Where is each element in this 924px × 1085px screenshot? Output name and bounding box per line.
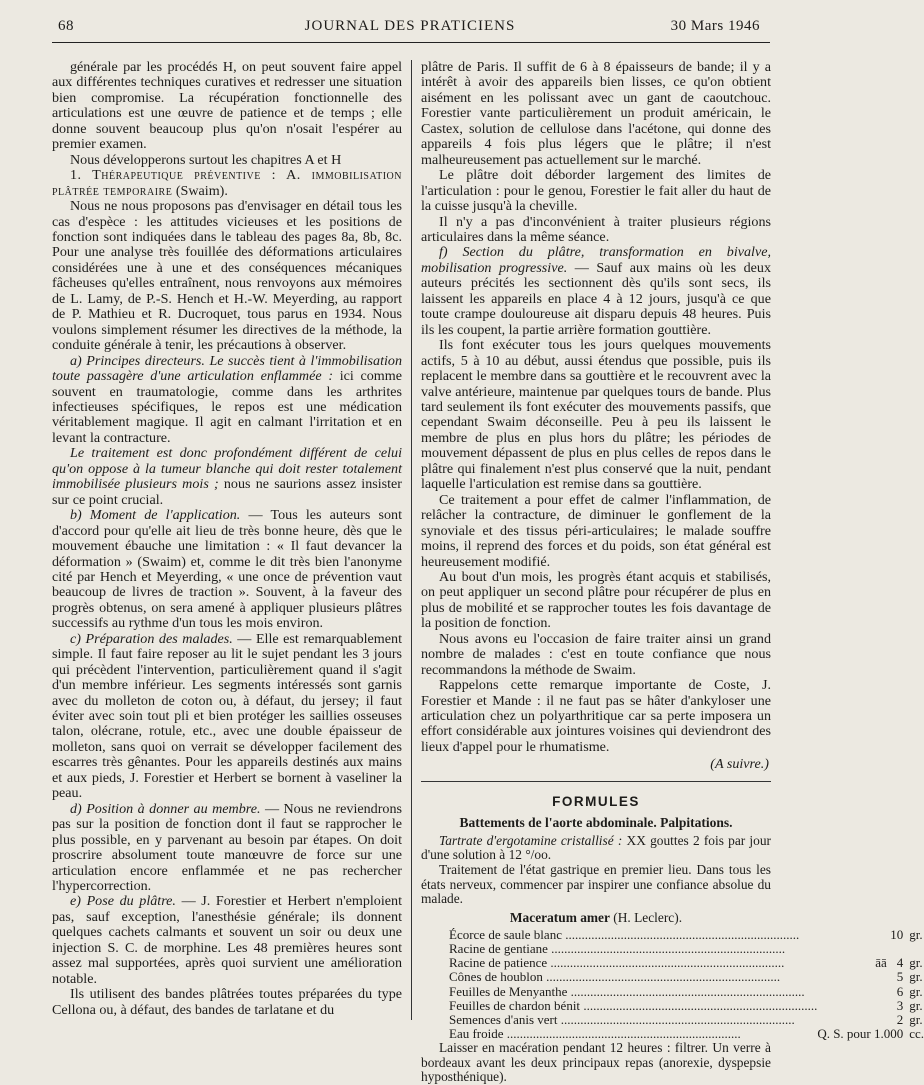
right-column	[421, 59, 924, 1085]
paragraph	[52, 199, 402, 354]
ingredient-quantity	[817, 999, 909, 1013]
paragraph-text: Le plâtre doit déborder largement des limites de l'articulation : pour le genou, Forestier le fait aller du haut de la cuisse jusqu'à la cheville.	[421, 167, 771, 215]
paragraph	[421, 215, 771, 246]
ingredient-name: Écorce de saule blanc .....	[449, 927, 799, 942]
paragraph-text: Nous avons eu l'occasion de faire traiter ainsi un grand nombre de malades : c'est en toute confiance que nous recommandons la méthode de Swaim.	[421, 630, 771, 678]
ingredient-name: Racine de gentiane .....	[449, 941, 785, 956]
page-number: 68	[58, 18, 74, 34]
paragraph	[52, 168, 402, 199]
column-divider	[411, 60, 412, 1020]
ingredient-quantity-value: 5	[896, 969, 904, 985]
paragraph-text: ici comme souvent en traumatologie, comme dans les arthrites infectieuses spécifiques, le repos est une médication véritablement magique. Il agit en calmant l'irritation et en levant la contracture.	[52, 368, 402, 446]
maceratum-heading	[421, 910, 771, 925]
paragraph-text: Rappelons cette remarque importante de Coste, J. Forestier et Mande : il ne faut pas se hâter d'ankyloser une articulation chez un polyarthritique car sa perte imposera un effort considérable aux jointures voisines qui deviendront des lieux d'appel pour le rhumatisme.	[421, 677, 771, 755]
ingredient-quantity-value: 10	[890, 927, 904, 943]
paragraph-text: générale par les procédés H, on peut souvent faire appel aux différentes techniques curatives et redresser une situation bien compromise. La récupération fonctionnelle des articulations est une œuvre de patience et de temps ; elle donne souvent beaucoup plus qu'on n'osait l'espérer au premier examen.	[52, 59, 402, 153]
paragraph	[52, 508, 402, 632]
ana-marker: āā	[875, 955, 887, 971]
ingredient-unit: gr.	[909, 983, 923, 999]
ingredient-quantity-value: Q. S. pour 1.000	[817, 1025, 904, 1041]
paragraph	[52, 60, 402, 153]
ingredient-quantity-value: 6	[896, 983, 904, 999]
tartrate-dose: XX gouttes 2 fois par jour d'une solution à 12 °/oo.	[421, 832, 771, 863]
ingredient-name: Semences d'anis vert .....	[449, 1012, 795, 1027]
italic-lead: a) Principes directeurs. Le succès tient à l'immobilisation toute passagère d'une articulation enflammée :	[52, 352, 402, 385]
ingredient-quantity	[817, 1027, 909, 1041]
formules-title: FORMULES	[552, 793, 640, 809]
ingredient-unit: gr.	[909, 927, 923, 943]
paragraph-text: — J. Forestier et Herbert n'emploient pas, sauf exception, l'anesthésie générale; ils donnent quelques cachets calmants et souvent un soir ou deux une injection S. C. de morphine. Les 48 premières heures sont assez mal supportées, après quoi survient une amélioration notable.	[52, 893, 402, 987]
paragraph	[421, 338, 771, 493]
laisser-paragraph: Laisser en macération pendant 12 heures : filtrer. Un verre à bordeaux avant les deux principaux repas (anorexie, dyspepsie hyposthénique).	[421, 1039, 771, 1085]
ingredient-row	[449, 1027, 924, 1041]
ingredient-quantity-value: 2	[896, 1011, 904, 1027]
maceratum-author: (H. Leclerc).	[609, 909, 683, 925]
paragraph-text: Nous ne nous proposons pas d'envisager en détail tous les cas d'espèce : les attitudes vicieuses et les positions de fonction sont indiquées dans le tableau des pages 8a, 8b, 8c. Pour une analyse très fouillée des déformations articulaires considérées une à une et des conséquences mécaniques fâcheuses qu'elles entraînent, nous renvoyons aux mémoires de L. Lamy, de P.-S. Hench et H.-W. Meyerding, au rapport de P. Mathieu et R. Ducroquet, tous parus en 1934. Nous voulons simplement résumer les directives de la méthode, la conduite générale à tenir, les précautions à observer.	[52, 198, 402, 354]
paragraph	[52, 632, 402, 802]
traitement-paragraph: Traitement de l'état gastrique en premier lieu. Dans tous les états nerveux, commencer par inspirer une confiance absolue du malade.	[421, 861, 771, 907]
ingredient-row	[449, 942, 924, 956]
ingredient-unit	[909, 942, 924, 956]
paragraph	[421, 678, 771, 755]
paragraph	[52, 153, 402, 168]
tartrate-paragraph	[421, 834, 771, 863]
ingredient-name-cell	[449, 1027, 817, 1041]
paragraph-text: — Tous les auteurs sont d'accord pour qu'elle ait lieu de très bonne heure, dès que le mouvement ébauche une limitation : « Il faut devancer la déformation » (Swaim) et, comme le dit très bien l'anonyme cité par Hench et Meyerding, « une once de prévention vaut beaucoup de livres de traction ». Souvent, à la faveur des progrès obtenus, on sera amené à appliquer plusieurs plâtres successifs au rythme d'un tous les mois environ.	[52, 507, 402, 632]
ingredient-row	[449, 999, 924, 1013]
ingredient-row	[449, 985, 924, 999]
to-be-continued: (A suivre.)	[710, 756, 769, 773]
ingredient-unit: gr.	[909, 955, 923, 971]
paragraph-text: Nous développerons surtout les chapitres A et H	[70, 151, 342, 168]
ingredient-row	[449, 1013, 924, 1027]
paragraph-text: — Elle est remarquablement simple. Il faut faire reposer au lit le sujet pendant les 3 jours qui précèdent l'intervention, particulièrement quand il s'agit d'un membre inférieur. Les segments intéressés sont garnis avec du molleton de coton ou, à défaut, du jersey; il faut éviter avec soin tout pli et bien protéger les saillies osseuses talon, olécrane, rotule, etc., avec une double épaisseur de molleton, sans quoi on verrait se développer facilement des escarres très gênantes. Pour les appareils destinés aux mains et aux pieds, J. Forestier et Herbert se bornent à vaseliner la peau.	[52, 630, 402, 802]
paragraph-text: Il n'y a pas d'inconvénient à traiter plusieurs régions articulaires dans la même séance.	[421, 213, 771, 245]
ingredient-row	[449, 970, 924, 984]
ingredient-name-cell	[449, 942, 817, 956]
italic-lead: e) Pose du plâtre.	[70, 893, 176, 910]
italic-lead: c) Préparation des malades.	[70, 630, 233, 647]
tartrate-name: Tartrate d'ergotamine cristallisé :	[439, 832, 623, 848]
ingredient-name-cell	[449, 985, 817, 999]
ingredient-name: Feuilles de Menyanthe .....	[449, 984, 805, 999]
italic-lead: f) Section du plâtre, transformation en bivalve, mobilisation progressive.	[421, 244, 771, 276]
ingredient-name-cell	[449, 928, 817, 942]
ingredient-row	[449, 928, 924, 942]
paragraph-text: Ils font exécuter tous les jours quelques mouvements actifs, 5 à 10 au début, aussi étendus que possible, puis ils replacent le membre dans sa gouttière et le recouvrent avec la valve antérieure, maintenue par quelques tours de bande. Plus tard seulement ils font exécuter des mouvements passifs, que cependant Swaim déconseille. Peu à peu ils laissent le membre de plus en plus hors du plâtre; les périodes de mouvement dépassent de plus en plus celles de repos dans le plâtre qui finalement n'est plus conservé que la nuit, pendant laquelle l'articulation est remise dans sa gouttière.	[421, 337, 771, 493]
issue-date: 30 Mars 1946	[670, 18, 760, 34]
ingredient-quantity	[817, 942, 909, 956]
left-column	[52, 60, 402, 1018]
formules-subtitle: Battements de l'aorte abdominale. Palpitations.	[459, 815, 733, 831]
paragraph-text: (Swaim).	[172, 182, 228, 199]
ingredient-name-cell	[449, 956, 817, 970]
ingredient-quantity	[817, 970, 909, 984]
paragraph	[52, 894, 402, 987]
paragraph	[52, 354, 402, 447]
ingredient-unit: cc.	[909, 1025, 924, 1041]
ingredient-name-cell	[449, 1013, 817, 1027]
paragraph	[52, 987, 402, 1018]
paragraph-text: plâtre de Paris. Il suffit de 6 à 8 épaisseurs de bande; il y a intérêt à avoir des appareils bien lisses, ce qu'on obtient aisément en les polissant avec un gant de caoutchouc. Forestier vante particulièrement un produit américain, le Castex, solution de cellulose dans l'acétone, qui donne des appareils 4 fois plus légers que le plâtre; il n'est malheureusement pas actuellement sur le marché.	[421, 59, 771, 168]
paragraph-text: Ils utilisent des bandes plâtrées toutes préparées du type Cellona ou, à défaut, des bandes de tarlatane et du	[52, 986, 402, 1018]
paragraph	[421, 493, 771, 570]
ingredients-table	[449, 928, 924, 1041]
paragraph	[421, 632, 771, 678]
maceratum-name: Maceratum amer	[509, 909, 610, 925]
ingredient-quantity-value: 4	[896, 955, 904, 971]
ingredient-quantity	[817, 985, 909, 999]
ingredient-unit: gr.	[909, 1011, 923, 1027]
journal-title: JOURNAL DES PRATICIENS	[304, 18, 516, 34]
section-heading: 1. Thérapeutique préventive : A. immobilisation plâtrée temporaire	[52, 167, 402, 199]
ingredient-name: Cônes de houblon .....	[449, 969, 780, 984]
header-rule	[52, 42, 770, 43]
ingredient-row	[449, 956, 924, 970]
paragraph	[52, 446, 402, 508]
ingredient-name-cell	[449, 970, 817, 984]
paragraph-text: Au bout d'un mois, les progrès étant acquis et stabilisés, on peut appliquer un second plâtre pour récupérer de plus en plus de mobilité et se rapprocher toutes les fois davantage de la position de fonction.	[421, 568, 771, 632]
ingredient-name-cell	[449, 999, 817, 1013]
ingredient-quantity	[817, 1013, 909, 1027]
paragraph	[421, 570, 771, 632]
section-rule	[421, 781, 771, 782]
italic-lead: b) Moment de l'application.	[70, 507, 241, 524]
paragraph	[52, 802, 402, 895]
paragraph-text: Ce traitement a pour effet de calmer l'inflammation, de relâcher la contracture, de diminuer le gonflement de la synoviale et des tissus péri-articulaires; le malade souffre moins, il reprend des forces et du poids, son état général est heureusement modifié.	[421, 491, 771, 570]
ingredient-quantity-value: 3	[896, 997, 904, 1013]
formules-content	[421, 832, 924, 1085]
paragraph	[421, 168, 771, 214]
running-header	[50, 16, 770, 42]
ingredient-name: Eau froide .....	[449, 1026, 741, 1041]
ingredient-quantity	[817, 956, 909, 970]
italic-lead: d) Position à donner au membre.	[70, 800, 261, 817]
paragraph-text: — Nous ne reviendrons pas sur la position de fonction dont il faut se rapprocher le plus possible, en y parvenant au besoin par étapes. On doit proscrire absolument toute manœuvre de force sur une articulation encore enflammée et ne pas rechercher l'hypercorrection.	[52, 800, 402, 895]
right-column-text	[421, 60, 771, 755]
ingredient-unit: gr.	[909, 997, 923, 1013]
italic-lead: Le traitement est donc profondément différent de celui qu'on oppose à la tumeur blanche qui doit rester totalement immobilisée plusieurs mois ;	[52, 445, 402, 493]
paragraph-text: — Sauf aux mains où les deux auteurs précités les sectionnent dès qu'ils sont secs, ils laissent les appareils en place 4 à 12 jours, jusqu'à ce que toute crampe douloureuse ait disparu depuis 48 heures. Puis ils les coupent, la partie arrière formation gouttière.	[421, 259, 771, 338]
paragraph-text: nous ne saurions assez insister sur ce point crucial.	[52, 476, 402, 508]
paragraph	[421, 60, 771, 168]
ingredient-name: Racine de patience .....	[449, 955, 784, 970]
paragraph	[421, 245, 771, 338]
ingredient-name: Feuilles de chardon bénit .....	[449, 998, 817, 1013]
ingredient-unit: gr.	[909, 969, 923, 985]
ingredient-quantity	[817, 928, 909, 942]
